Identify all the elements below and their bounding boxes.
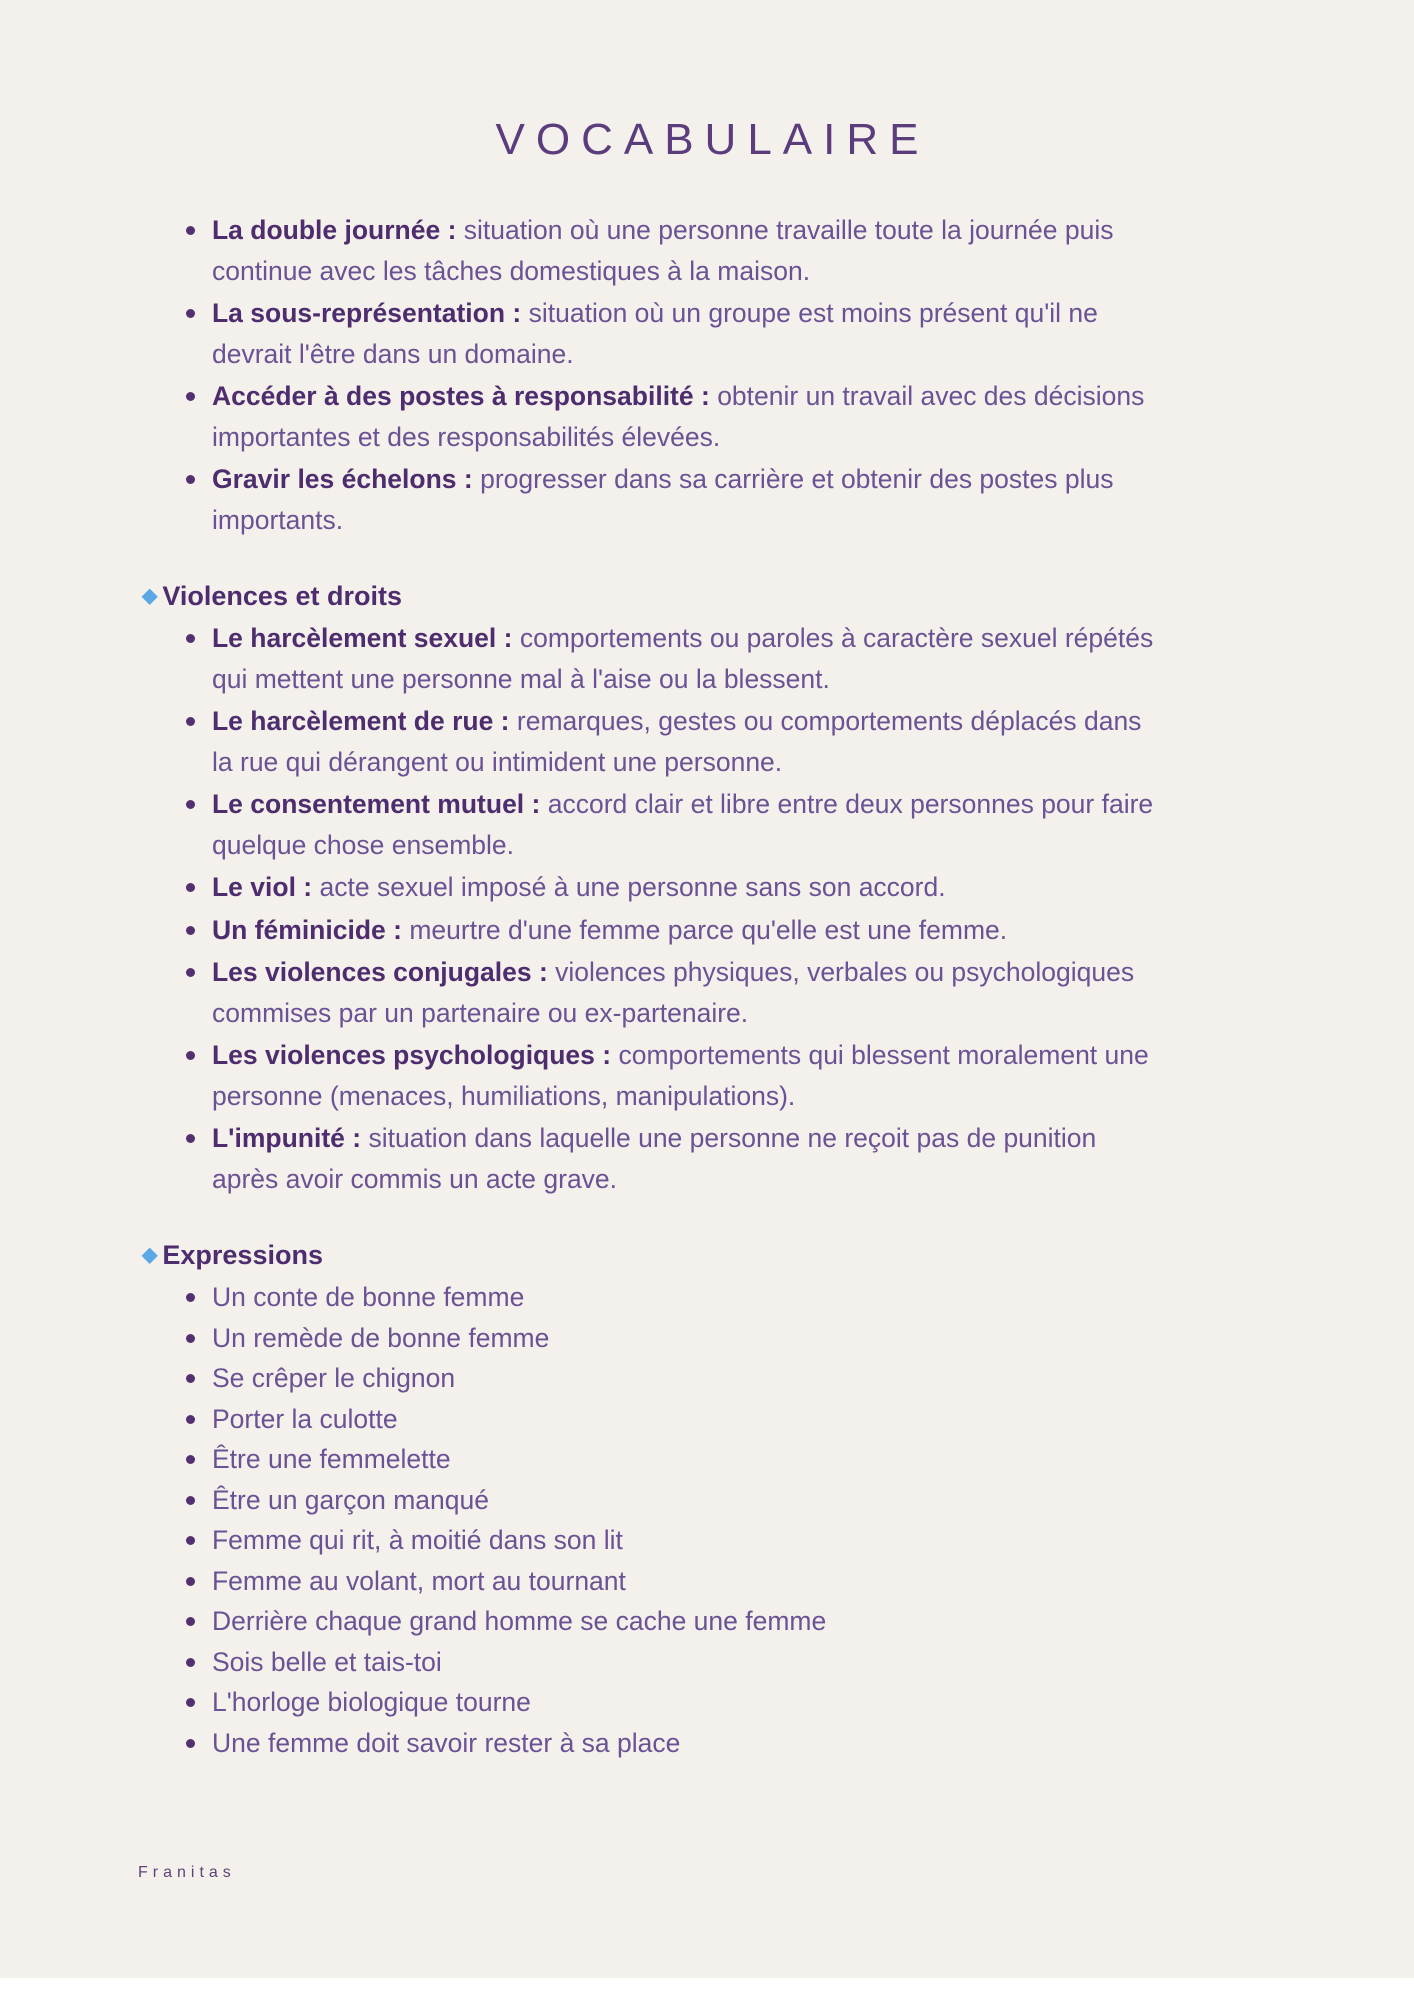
bullet-icon <box>186 717 195 726</box>
footer-brand: Franitas <box>138 1864 236 1881</box>
term-label: Les violences psychologiques : <box>212 1040 612 1070</box>
expression-text: Un remède de bonne femme <box>212 1322 550 1353</box>
expression-text: Femme qui rit, à moitié dans son lit <box>212 1525 623 1555</box>
list-item <box>148 1439 1304 1480</box>
term-label: L'impunité : <box>212 1123 362 1153</box>
term-label: Accéder à des postes à responsabilité : <box>212 381 710 411</box>
list-item <box>148 1682 1304 1723</box>
expression-text: Être un garçon manqué <box>212 1484 489 1515</box>
vocab-list <box>148 618 1304 1199</box>
list-item <box>148 1480 1304 1521</box>
expression-text: L'horloge biologique tourne <box>212 1687 531 1717</box>
bullet-icon <box>186 634 195 643</box>
bullet-icon <box>186 968 195 977</box>
list-item <box>148 1399 1304 1440</box>
list-item <box>148 1642 1304 1683</box>
bullet-icon <box>186 1577 195 1586</box>
expression-text: Sois belle et tais-toi <box>212 1646 442 1677</box>
bullet-icon <box>186 1051 195 1060</box>
list-item <box>148 1601 1304 1642</box>
bullet-icon <box>186 309 195 318</box>
vocab-section <box>148 210 1304 540</box>
bullet-icon <box>186 1374 195 1383</box>
list-item <box>148 376 1304 457</box>
definition-text: comportements ou paroles à caractère sexuel répétés qui mettent une personne mal à l'aise ou la blessent. <box>212 623 1154 694</box>
bullet-icon <box>186 1415 195 1424</box>
bullet-icon <box>186 226 195 235</box>
expression-text: Porter la culotte <box>212 1403 398 1434</box>
definition-text: meurtre d'une femme parce qu'elle est une femme. <box>409 914 1008 945</box>
bullet-icon <box>186 1293 195 1302</box>
term-label: La sous-représentation : <box>212 298 522 328</box>
bullet-icon <box>186 1536 195 1545</box>
bullet-icon <box>186 1617 195 1626</box>
definition-text: situation dans laquelle une personne ne reçoit pas de punition après avoir commis un acte grave. <box>212 1123 1097 1194</box>
definition-text: comportements qui blessent moralement une personne (menaces, humiliations, manipulations). <box>212 1040 1149 1111</box>
diamond-icon: ◆ <box>142 585 158 607</box>
expression-text: Une femme doit savoir rester à sa place <box>212 1727 681 1758</box>
list-item <box>148 1318 1304 1359</box>
expression-text: Se crêper le chignon <box>212 1363 456 1393</box>
bullet-icon <box>186 926 195 935</box>
diamond-icon: ◆ <box>142 1244 158 1266</box>
definition-text: accord clair et libre entre deux personnes pour faire quelque chose ensemble. <box>212 789 1154 860</box>
bullet-icon <box>186 1134 195 1143</box>
vocab-content <box>142 210 1304 1763</box>
list-item <box>148 1723 1304 1764</box>
section-heading <box>142 576 1304 616</box>
list-item <box>148 1561 1304 1602</box>
expression-text: Femme au volant, mort au tournant <box>212 1565 626 1596</box>
bullet-icon <box>186 800 195 809</box>
definition-text: situation où un groupe est moins présent qu'il ne devrait l'être dans un domaine. <box>212 298 1098 369</box>
definition-text: violences physiques, verbales ou psychologiques commises par un partenaire ou ex-partenaire. <box>212 957 1135 1028</box>
vocab-list <box>148 1277 1304 1763</box>
term-label: Un féminicide : <box>212 914 402 945</box>
definition-text: remarques, gestes ou comportements déplacés dans la rue qui dérangent ou intimident une personne. <box>212 706 1142 777</box>
bullet-icon <box>186 1455 195 1464</box>
term-label: Gravir les échelons : <box>212 464 473 494</box>
list-item <box>148 210 1304 291</box>
vocab-list <box>148 210 1304 540</box>
vocab-section <box>142 576 1304 1199</box>
list-item <box>148 701 1304 782</box>
term-label: Le viol : <box>212 872 313 902</box>
expression-text: Un conte de bonne femme <box>212 1282 525 1312</box>
list-item <box>148 618 1304 699</box>
section-heading-label: Expressions <box>162 1240 323 1270</box>
term-label: Les violences conjugales : <box>212 957 548 987</box>
section-heading <box>142 1235 1304 1275</box>
list-item <box>148 910 1304 951</box>
list-item <box>148 1520 1304 1561</box>
page-title: VOCABULAIRE <box>495 115 930 164</box>
term-label: Le harcèlement sexuel : <box>212 623 513 653</box>
vocab-section <box>142 1235 1304 1763</box>
list-item <box>148 1035 1304 1116</box>
list-item <box>148 1118 1304 1199</box>
expression-text: Être une femmelette <box>212 1444 451 1474</box>
list-item <box>148 293 1304 374</box>
bullet-icon <box>186 1496 195 1505</box>
bullet-icon <box>186 1739 195 1748</box>
bullet-icon <box>186 1658 195 1667</box>
list-item <box>148 1358 1304 1399</box>
list-item <box>148 867 1304 908</box>
term-label: Le consentement mutuel : <box>212 789 541 819</box>
bullet-icon <box>186 1698 195 1707</box>
term-label: La double journée : <box>212 215 457 245</box>
definition-text: progresser dans sa carrière et obtenir des postes plus importants. <box>212 464 1114 535</box>
bullet-icon <box>186 1334 195 1343</box>
bullet-icon <box>186 392 195 401</box>
list-item <box>148 784 1304 865</box>
list-item <box>148 459 1304 540</box>
expression-text: Derrière chaque grand homme se cache une femme <box>212 1606 827 1636</box>
definition-text: obtenir un travail avec des décisions importantes et des responsabilités élevées. <box>212 381 1145 452</box>
list-item <box>148 952 1304 1033</box>
bullet-icon <box>186 883 195 892</box>
definition-text: situation où une personne travaille toute la journée puis continue avec les tâches domestiques à la maison. <box>212 215 1114 286</box>
definition-text: acte sexuel imposé à une personne sans son accord. <box>319 872 946 902</box>
bullet-icon <box>186 475 195 484</box>
list-item <box>148 1277 1304 1318</box>
section-heading-label: Violences et droits <box>162 581 402 611</box>
term-label: Le harcèlement de rue : <box>212 706 510 736</box>
